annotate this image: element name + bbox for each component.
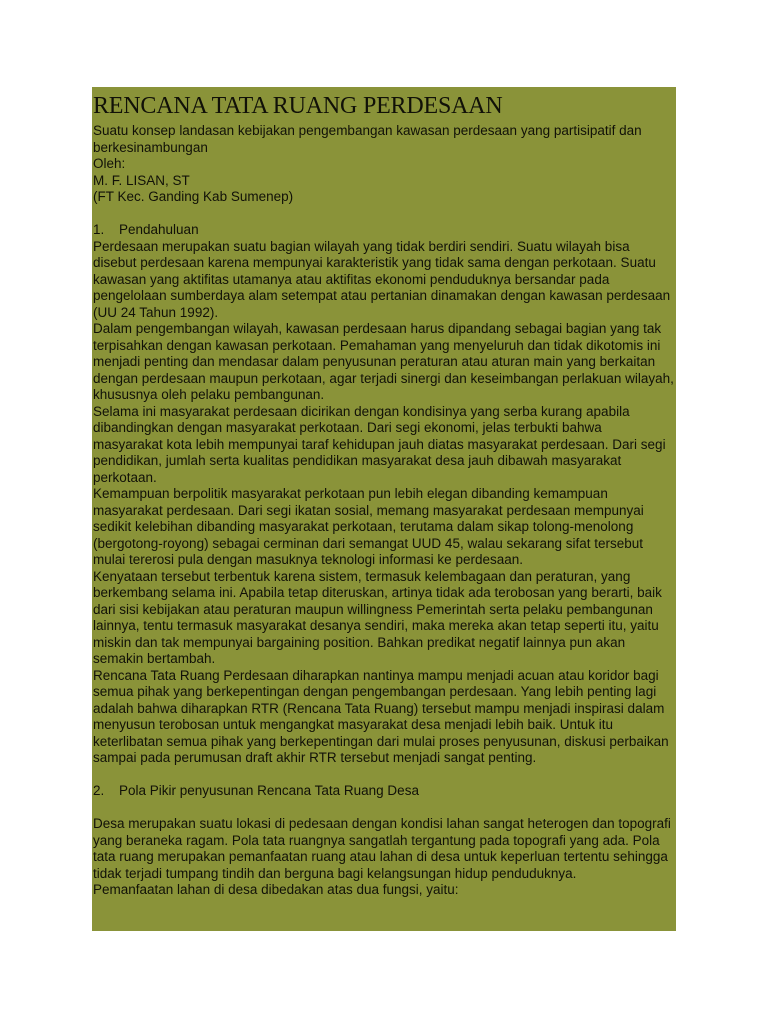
spacer (93, 800, 675, 817)
document-title: RENCANA TATA RUANG PERDESAAN (93, 93, 503, 119)
author-name: M. F. LISAN, ST (93, 172, 190, 188)
section-1-paragraph: Selama ini masyarakat perdesaan dicirikan dengan kondisinya yang serba kurang apabila dibandingkan dengan masyarakat perkotaan. Dari segi ekonomi, jelas terbukti bahwa masyarakat kota lebih mempunyai taraf kehidupan jauh diatas masyarakat perdesaan. Dari segi pendidikan, jumlah serta kualitas pendidikan masyarakat desa jauh dibawah masyarakat perkotaan. (93, 403, 666, 485)
section-2-number: 2. (93, 783, 105, 798)
spacer (93, 206, 675, 223)
section-2-paragraph: Desa merupakan suatu lokasi di pedesaan dengan kondisi lahan sangat heterogen dan topografi yang beraneka ragam. Pola tata ruangnya sangatlah tergantung pada topografi yang ada. Pola tata ruang merupakan pemanfaatan ruang atau lahan di desa untuk keperluan tertentu sehingga tidak terjadi tumpang tindih dan berguna bagi kelangsungan hidup penduduknya. (93, 816, 671, 881)
document-body (93, 123, 675, 899)
section-2-title: Pola Pikir penyusunan Rencana Tata Ruang Desa (119, 783, 419, 798)
document-page (92, 87, 676, 931)
section-1-paragraph: Perdesaan merupakan suatu bagian wilayah yang tidak berdiri sendiri. Suatu wilayah bisa disebut perdesaan karena mempunyai karakteristik yang tidak sama dengan perkotaan. Suatu kawasan yang aktifitas utamanya atau aktifitas ekonomi penduduknya bersandar pada pengelolaan sumberdaya alam setempat atau pertanian dinamakan dengan kawasan perdesaan (UU 24 Tahun 1992). (93, 238, 671, 320)
section-1-heading (93, 222, 675, 239)
author-affiliation: (FT Kec. Ganding Kab Sumenep) (93, 189, 294, 204)
section-2-paragraph: Pemanfaatan lahan di desa dibedakan atas dua fungsi, yaitu: (93, 882, 459, 897)
document-subtitle: Suatu konsep landasan kebijakan pengembangan kawasan perdesaan yang partisipatif dan berkesinambungan (93, 123, 642, 155)
section-1-number: 1. (93, 222, 105, 237)
section-1-paragraph: Dalam pengembangan wilayah, kawasan perdesaan harus dipandang sebagai bagian yang tak terpisahkan dengan kawasan perkotaan. Pemahaman yang menyeluruh dan tidak dikotomis ini menjadi penting dan mendasar dalam penyusunan peraturan atau aturan main yang berkaitan dengan perdesaan maupun perkotaan, agar terjadi sinergi dan keseimbangan perlakuan wilayah, khususnya oleh pelaku pembangunan. (93, 321, 674, 402)
spacer (93, 767, 675, 784)
section-1-paragraph: Kenyataan tersebut terbentuk karena sistem, termasuk kelembagaan dan peraturan, yang berkembang selama ini. Apabila tetap diteruskan, artinya tidak ada terobosan yang berarti, baik dari sisi kebijakan atau peraturan maupun willingness Pemerintah serta pelaku pembangunan lainnya, tentu termasuk masyarakat desanya sendiri, maka mereka akan tetap seperti itu, yaitu miskin dan tak mempunyai bargaining position. Bahkan predikat negatif lainnya pun akan semakin bertambah. (93, 568, 662, 666)
section-1-paragraph: Kemampuan berpolitik masyarakat perkotaan pun lebih elegan dibanding kemampuan masyarakat perdesaan. Dari segi ikatan sosial, memang masyarakat perdesaan mempunyai sedikit kelebihan dibanding masyarakat perkotaan, terutama dalam sikap tolong-menolong (bergotong-royong) sebagai cerminan dari semangat UUD 45, walau sekarang sifat tersebut mulai tererosi pula dengan masuknya teknologi informasi ke perdesaan. (93, 486, 644, 567)
author-label: Oleh: (93, 156, 126, 171)
section-2-heading (93, 783, 675, 800)
section-1-title: Pendahuluan (119, 222, 199, 237)
section-1-paragraph: Rencana Tata Ruang Perdesaan diharapkan nantinya mampu menjadi acuan atau koridor bagi semua pihak yang berkepentingan dengan pengembangan perdesaan. Yang lebih penting lagi adalah bahwa diharapkan RTR (Rencana Tata Ruang) tersebut mampu menjadi inspirasi dalam menyusun terobosan untuk mengangkat masyarakat desa menjadi lebih baik. Untuk itu keterlibatan semua pihak yang berkepentingan dari mulai proses penyusunan, diskusi perbaikan sampai pada perumusan draft akhir RTR tersebut menjadi sangat penting. (93, 667, 669, 765)
